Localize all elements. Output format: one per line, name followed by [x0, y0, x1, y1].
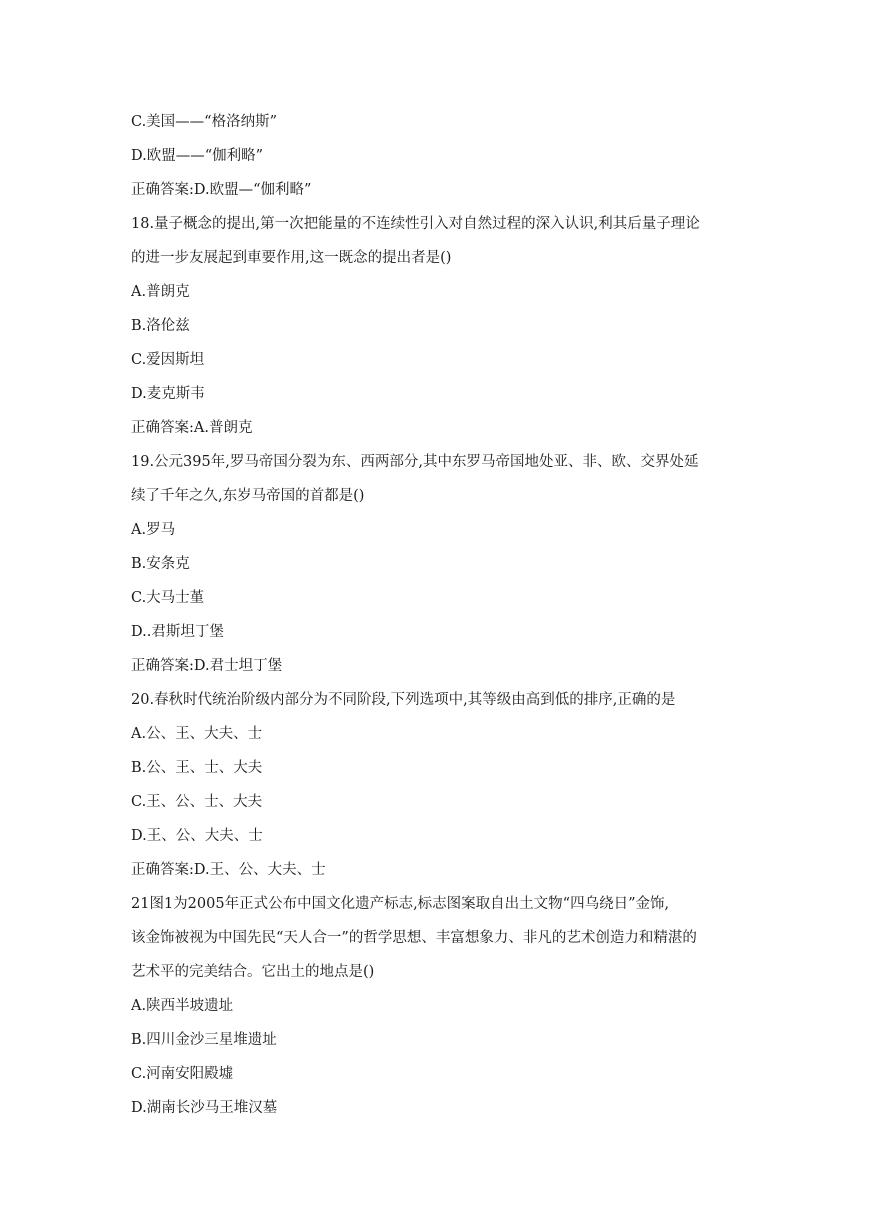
option-18d: D.麦克斯韦 [131, 386, 205, 402]
question-21-line-2: 该金饰被视为中国先民“天人合一”的哲学思想、丰富想象力、非凡的艺术创造力和精湛的 [131, 930, 697, 946]
option-18c: C.爱因斯坦 [131, 352, 205, 368]
answer-17: 正确答案:D.欧盟—“伽利略” [131, 182, 312, 198]
question-18-line-2: 的进一步友展起到車要作用,这一既念的提出者是() [131, 250, 452, 266]
option-21d: D.湖南长沙马王堆汉墓 [131, 1100, 278, 1116]
question-18-line-1: 18.量子概念的提出,第一次把能量的不连续性引入对自然过程的深入认识,利其后量子理论 [131, 216, 700, 232]
option-19d: D..君斯坦丁堡 [131, 624, 224, 640]
option-21b: B.四川金沙三星堆遗址 [131, 1032, 277, 1048]
question-21-line-1: 21图1为2005年正式公布中国文化遗产标志,标志图案取自出土文物“四乌绕日”金饰, [131, 896, 670, 912]
answer-20: 正确答案:D.王、公、大夫、士 [131, 862, 326, 878]
question-19-line-1: 19.公元395年,罗马帝国分裂为东、西两部分,其中东罗马帝国地处亚、非、欧、交界处延 [131, 454, 699, 470]
option-17d: D.欧盟——“伽利略” [131, 148, 264, 164]
option-19c: C.大马士堇 [131, 590, 205, 606]
question-20: 20.春秋时代统治阶级内部分为不同阶段,下列选项中,其等级由高到低的排序,正确的是 [131, 692, 676, 708]
option-20d: D.王、公、大夫、士 [131, 828, 263, 844]
answer-19: 正确答案:D.君士坦丁堡 [131, 658, 283, 674]
option-20a: A.公、王、大夫、士 [131, 726, 263, 742]
option-21a: A.陕西半坡遗址 [131, 998, 234, 1014]
answer-18: 正确答案:A.普朗克 [131, 420, 253, 436]
option-17c: C.美国——“格洛纳斯” [131, 114, 278, 130]
option-18b: B.洛伦兹 [131, 318, 190, 334]
question-21-line-3: 艺术平的完美结合。它出土的地点是() [131, 964, 375, 980]
option-20b: B.公、王、士、大夫 [131, 760, 263, 776]
option-21c: C.河南安阳殿墟 [131, 1066, 234, 1082]
option-20c: C.王、公、士、大夫 [131, 794, 263, 810]
option-19b: B.安条克 [131, 556, 190, 572]
option-19a: A.罗马 [131, 522, 176, 538]
option-18a: A.普朗克 [131, 284, 190, 300]
question-19-line-2: 续了千年之久,东岁马帝国的首都是() [131, 488, 365, 504]
